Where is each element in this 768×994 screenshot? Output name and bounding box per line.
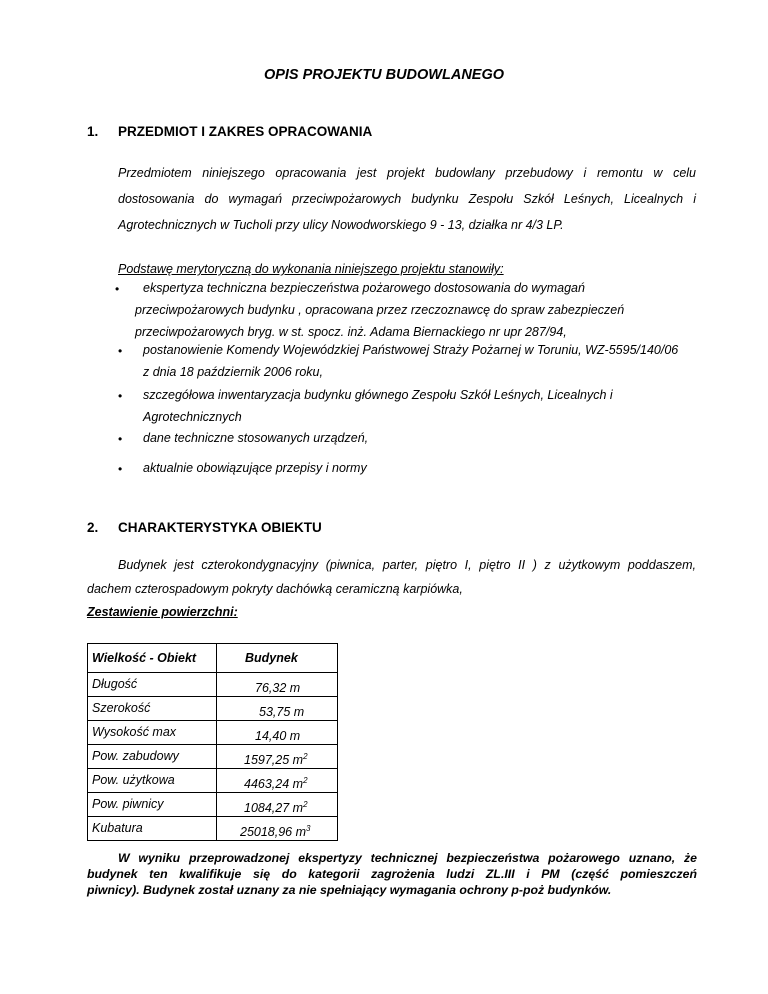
row-value-text: 1084,27 m xyxy=(244,801,304,816)
row-value-text: 53,75 m xyxy=(259,705,305,720)
bullet-dot: • xyxy=(118,344,123,358)
bullet-dot: • xyxy=(118,462,123,476)
table-header-object: Wielkość - Obiekt xyxy=(92,651,197,665)
bullet-1-line-1: ekspertyza techniczna bezpieczeństwa pożarowego dostosowania do wymagań xyxy=(143,281,585,295)
table-header-row xyxy=(88,644,338,673)
table-row xyxy=(88,721,338,745)
conclusion-paragraph xyxy=(87,850,697,898)
row-unit-sup: 3 xyxy=(306,824,311,833)
row-unit-sup: 2 xyxy=(303,800,308,809)
bullet-3-line-2: Agrotechnicznych xyxy=(143,410,242,424)
conclusion-line-1: W wyniku przeprowadzonej ekspertyzy technicznej bezpieczeństwa pożarowego uznano, że xyxy=(118,851,697,865)
row-value-text: 14,40 m xyxy=(255,729,301,744)
row-value-text: 4463,24 m xyxy=(244,777,304,792)
row-value xyxy=(217,697,337,720)
row-value xyxy=(217,673,337,696)
row-label: Szerokość xyxy=(92,701,151,715)
row-label: Pow. użytkowa xyxy=(92,773,175,787)
section-1-heading: PRZEDMIOT I ZAKRES OPRACOWANIA xyxy=(118,124,373,139)
row-label: Pow. piwnicy xyxy=(92,797,164,811)
table-heading: Zestawienie powierzchni: xyxy=(87,605,238,619)
basis-heading: Podstawę merytoryczną do wykonania niniejszego projektu stanowiły: xyxy=(118,262,504,276)
bullet-1-line-3: przeciwpożarowych bryg. w st. spocz. inż. Adama Biernackiego nr upr 287/94, xyxy=(135,325,567,339)
table-header-building: Budynek xyxy=(245,651,298,665)
bullet-1-line-2: przeciwpożarowych budynku , opracowana przez rzeczoznawcę do spraw zabezpieczeń xyxy=(135,303,625,317)
bullet-3-line-1: szczegółowa inwentaryzacja budynku głównego Zespołu Szkół Leśnych, Licealnych i xyxy=(143,388,613,402)
row-label: Wysokość max xyxy=(92,725,177,739)
bullet-2-line-2: z dnia 18 październik 2006 roku, xyxy=(143,365,323,379)
bullet-dot: • xyxy=(115,282,120,296)
section-2-para-line-1: Budynek jest czterokondygnacyjny (piwnica, parter, piętro I, piętro II ) z użytkowym poddaszem, xyxy=(118,558,696,572)
table-row xyxy=(88,673,338,697)
row-unit-sup: 2 xyxy=(303,752,308,761)
document-title: OPIS PROJEKTU BUDOWLANEGO xyxy=(263,67,505,83)
conclusion-line-3: piwnicy). Budynek został uznany za nie spełniający wymagania ochrony p-poż budynków. xyxy=(87,883,612,897)
row-label: Kubatura xyxy=(92,821,143,835)
row-value xyxy=(217,745,337,768)
row-value xyxy=(217,721,337,744)
bullet-dot: • xyxy=(118,432,123,446)
section-1-para-line-1: Przedmiotem niniejszego opracowania jest projekt budowlany przebudowy i remontu w celu xyxy=(118,166,696,180)
table-row xyxy=(88,697,338,721)
row-value-text: 25018,96 m xyxy=(240,825,307,840)
row-value xyxy=(217,817,337,840)
section-1-number: 1. xyxy=(87,124,99,139)
section-2-heading: CHARAKTERYSTYKA OBIEKTU xyxy=(118,520,322,535)
area-table xyxy=(87,643,338,841)
bullet-dot: • xyxy=(118,389,123,403)
bullet-2-line-1: postanowienie Komendy Wojewódzkiej Państwowej Straży Pożarnej w Toruniu, WZ-5595/140/06 xyxy=(143,343,679,357)
table-row xyxy=(88,793,338,817)
table-row xyxy=(88,817,338,841)
row-value-text: 1597,25 m xyxy=(244,753,304,768)
table-row xyxy=(88,745,338,769)
section-2-para-line-2: dachem czterospadowym pokryty dachówką ceramiczną karpiówka, xyxy=(87,582,463,596)
row-unit-sup: 2 xyxy=(303,776,308,785)
row-label: Pow. zabudowy xyxy=(92,749,179,763)
bullet-4-line-1: dane techniczne stosowanych urządzeń, xyxy=(143,431,369,445)
row-value xyxy=(217,793,337,816)
row-value-text: 76,32 m xyxy=(255,681,301,696)
conclusion-line-2: budynek ten kwalifikuje się do kategorii zagrożenia ludzi ZL.III i PM (część pomieszczeń xyxy=(87,867,697,881)
section-1-para-line-2: dostosowania do wymagań przeciwpożarowych budynku Zespołu Szkół Leśnych, Licealnych i xyxy=(118,192,696,206)
row-label: Długość xyxy=(92,677,138,691)
row-value xyxy=(217,769,337,792)
section-2-number: 2. xyxy=(87,520,99,535)
bullet-5-line-1: aktualnie obowiązujące przepisy i normy xyxy=(143,461,367,475)
section-1-para-line-3: Agrotechnicznych w Tucholi przy ulicy Nowodworskiego 9 - 13, działka nr 4/3 LP. xyxy=(118,218,564,232)
table-row xyxy=(88,769,338,793)
